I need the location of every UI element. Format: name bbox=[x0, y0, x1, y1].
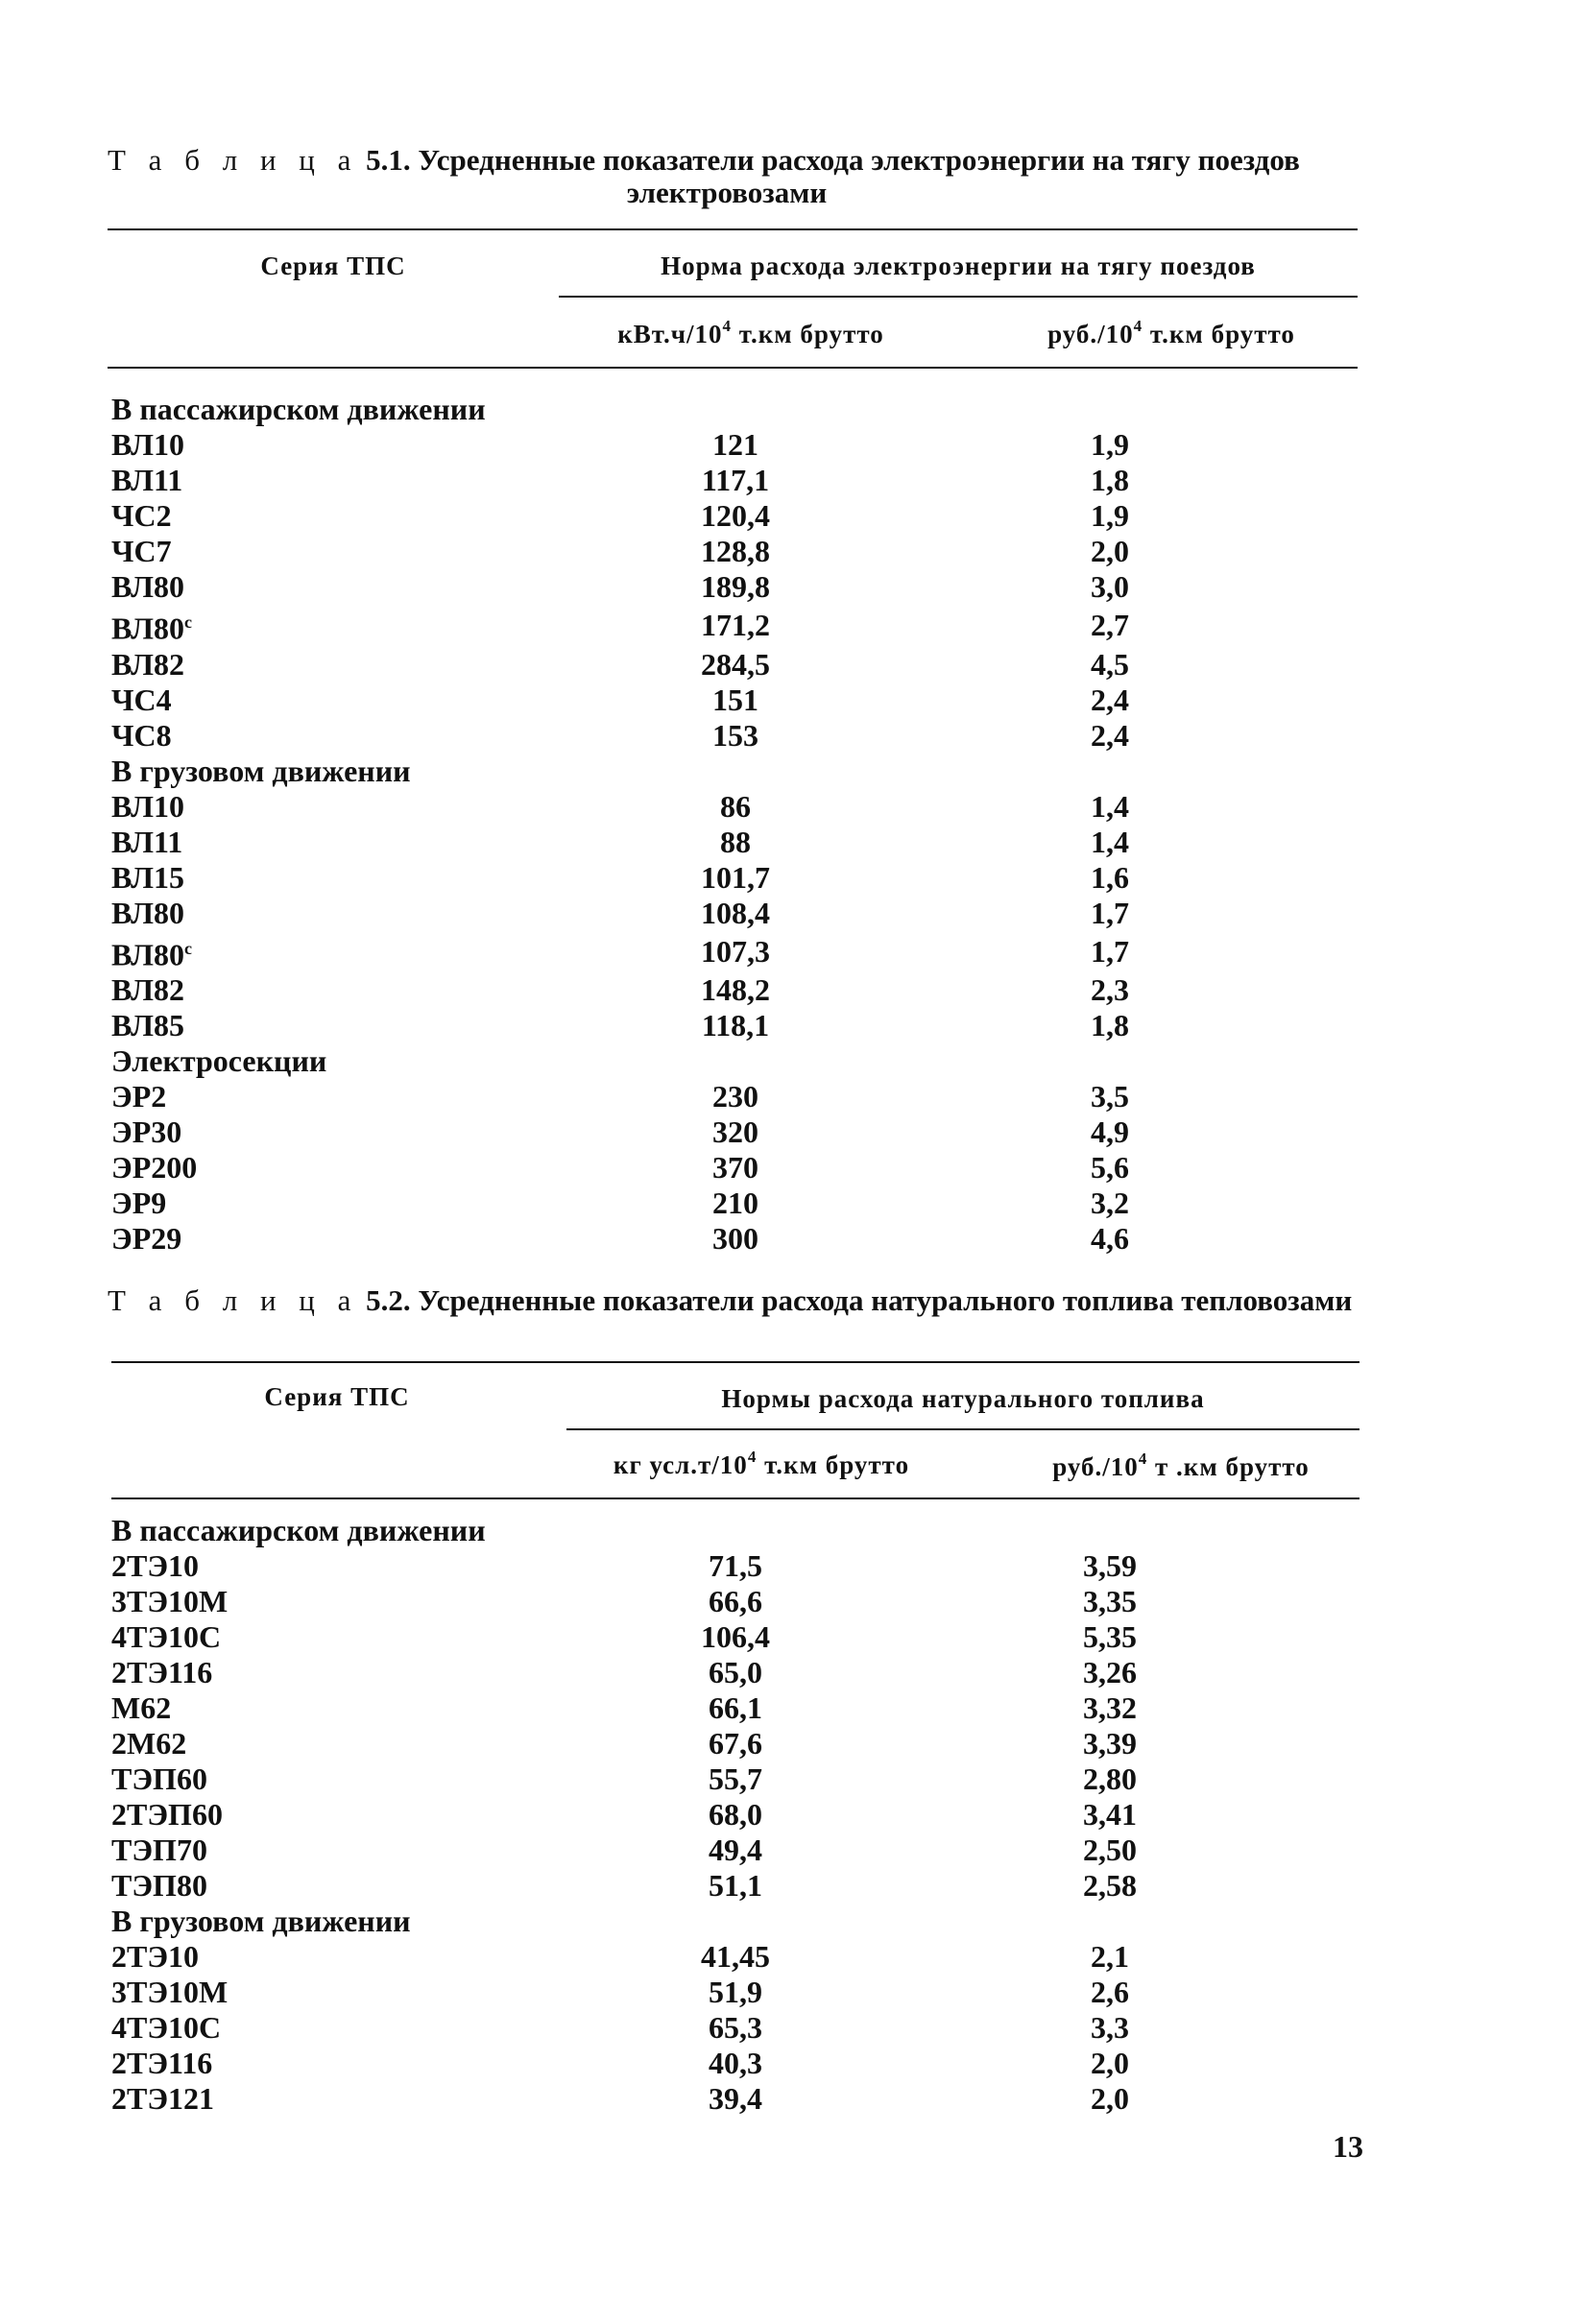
table-row bbox=[111, 1114, 1321, 1150]
table-row bbox=[111, 1726, 1321, 1761]
series-cell bbox=[111, 1833, 572, 1868]
table-row bbox=[111, 1655, 1321, 1690]
value-cell-col2: 2,4 bbox=[1091, 682, 1129, 717]
table-row bbox=[111, 789, 1321, 825]
table-row bbox=[111, 463, 1321, 498]
value-cell-col1: 49,4 bbox=[709, 1833, 762, 1867]
series-cell bbox=[111, 1761, 572, 1797]
table-row bbox=[111, 1150, 1321, 1186]
table2-body bbox=[111, 1513, 1321, 2117]
table-row bbox=[111, 860, 1321, 896]
series-cell bbox=[111, 972, 572, 1008]
series-cell bbox=[111, 825, 572, 860]
table2-col1-tail: т.км брутто bbox=[757, 1450, 910, 1479]
series-name: ЧС8 bbox=[111, 717, 172, 753]
value-cell-col1: 120,4 bbox=[701, 498, 770, 533]
value-cell-col2: 2,1 bbox=[1091, 1939, 1129, 1974]
value-cell-col1: 51,1 bbox=[709, 1868, 762, 1903]
table-row bbox=[111, 825, 1321, 860]
series-cell bbox=[111, 1186, 572, 1221]
table-row bbox=[111, 1079, 1321, 1114]
table-row bbox=[111, 1690, 1321, 1726]
table2-caption-prefix: Т а б л и ц а bbox=[108, 1283, 359, 1317]
series-cell bbox=[111, 789, 572, 825]
table1-caption-prefix: Т а б л и ц а bbox=[108, 143, 359, 177]
value-cell-col1: 86 bbox=[720, 788, 751, 824]
table-row bbox=[111, 1939, 1321, 1975]
series-cell bbox=[111, 1619, 572, 1655]
value-cell-col2: 3,59 bbox=[1083, 1548, 1137, 1583]
series-cell bbox=[111, 1690, 572, 1726]
value-cell-col1 bbox=[572, 1043, 899, 1079]
series-cell bbox=[111, 647, 572, 683]
series-cell bbox=[111, 1114, 572, 1150]
series-cell bbox=[111, 498, 572, 534]
series-cell bbox=[111, 1008, 572, 1043]
series-name: 2ТЭ116 bbox=[111, 2046, 213, 2080]
value-cell-col1: 51,9 bbox=[709, 1975, 762, 2009]
series-name: ЧС7 bbox=[111, 534, 172, 568]
value-cell-col1: 300 bbox=[712, 1221, 758, 1257]
series-name: ВЛ11 bbox=[111, 463, 183, 497]
value-cell-col1: 151 bbox=[712, 682, 758, 717]
value-cell-col1: 171,2 bbox=[701, 608, 770, 643]
table-row bbox=[111, 1797, 1321, 1833]
series-cell bbox=[111, 683, 572, 718]
value-cell-col2: 2,3 bbox=[1091, 972, 1129, 1008]
value-cell-col1: 65,0 bbox=[709, 1655, 762, 1689]
series-name: ЭР2 bbox=[111, 1079, 167, 1114]
series-name: ВЛ85 bbox=[111, 1008, 184, 1043]
value-cell-col1: 117,1 bbox=[701, 463, 770, 497]
value-cell-col2 bbox=[899, 392, 1321, 427]
value-cell-col2: 3,0 bbox=[1091, 569, 1129, 604]
value-cell-col1: 128,8 bbox=[701, 534, 770, 568]
table-row bbox=[111, 427, 1321, 463]
value-cell-col2: 3,3 bbox=[1091, 2010, 1129, 2045]
section-row bbox=[111, 1904, 1321, 1939]
series-cell bbox=[111, 1150, 572, 1186]
value-cell-col1: 284,5 bbox=[701, 646, 770, 682]
series-superscript: с bbox=[183, 612, 192, 632]
series-name: ВЛ10 bbox=[111, 427, 184, 462]
value-cell-col2: 2,0 bbox=[1091, 534, 1129, 568]
series-name: ВЛ80 bbox=[111, 569, 184, 604]
value-cell-col1 bbox=[572, 1513, 899, 1548]
table-row bbox=[111, 1548, 1321, 1584]
value-cell-col2 bbox=[899, 1904, 1321, 1939]
value-cell-col1: 66,1 bbox=[709, 1690, 762, 1725]
value-cell-col2: 1,9 bbox=[1091, 427, 1129, 462]
table2-col1-exponent: 4 bbox=[747, 1448, 758, 1466]
series-name: ЧС4 bbox=[111, 682, 172, 717]
table-row bbox=[111, 2010, 1321, 2046]
section-label bbox=[111, 392, 572, 427]
value-cell-col2: 4,9 bbox=[1091, 1114, 1129, 1150]
value-cell-col2: 3,39 bbox=[1083, 1726, 1137, 1761]
table-row bbox=[111, 1008, 1321, 1043]
table-row bbox=[111, 718, 1321, 754]
series-name: ВЛ80 bbox=[111, 895, 184, 930]
value-cell-col2: 2,0 bbox=[1091, 2081, 1129, 2116]
series-cell bbox=[111, 605, 572, 647]
section-row bbox=[111, 754, 1321, 789]
value-cell-col1: 107,3 bbox=[701, 933, 770, 969]
table-row bbox=[111, 534, 1321, 569]
table2-header-bottom-rule bbox=[111, 1497, 1359, 1499]
table-row bbox=[111, 2046, 1321, 2081]
section-label bbox=[111, 1904, 572, 1939]
series-name: ЭР29 bbox=[111, 1221, 182, 1257]
series-name: 3ТЭ10М bbox=[111, 1975, 229, 2009]
table1-col1-tail: т.км брутто bbox=[732, 320, 884, 348]
value-cell-col2: 3,2 bbox=[1091, 1186, 1129, 1221]
table-row bbox=[111, 1868, 1321, 1904]
table2-header-col1 bbox=[565, 1450, 958, 1480]
table1-col1-exponent: 4 bbox=[722, 317, 732, 335]
table-row bbox=[111, 683, 1321, 718]
value-cell-col2 bbox=[899, 754, 1321, 789]
series-cell bbox=[111, 1726, 572, 1761]
series-name: В грузовом движении bbox=[111, 753, 411, 788]
value-cell-col1: 121 bbox=[712, 427, 758, 462]
value-cell-col1: 153 bbox=[712, 717, 758, 753]
value-cell-col2: 3,35 bbox=[1083, 1584, 1137, 1618]
value-cell-col2: 2,50 bbox=[1083, 1833, 1137, 1867]
series-name: ВЛ82 bbox=[111, 972, 184, 1008]
series-name: 4ТЭ10С bbox=[111, 1619, 222, 1654]
value-cell-col1: 118,1 bbox=[701, 1008, 770, 1043]
series-name: 2ТЭП60 bbox=[111, 1797, 223, 1832]
series-name: ЭР30 bbox=[111, 1114, 182, 1150]
series-cell bbox=[111, 2081, 572, 2117]
section-label bbox=[111, 1043, 572, 1079]
value-cell-col1: 210 bbox=[712, 1186, 758, 1221]
value-cell-col2 bbox=[899, 1513, 1321, 1548]
table2-col2-tail: т .км брутто bbox=[1147, 1452, 1310, 1481]
table1-group-rule bbox=[559, 296, 1358, 298]
table-row bbox=[111, 569, 1321, 605]
series-cell bbox=[111, 1868, 572, 1904]
value-cell-col1: 66,6 bbox=[709, 1584, 762, 1618]
series-name: Электросекции bbox=[111, 1043, 327, 1079]
page-number: 13 bbox=[1333, 2129, 1363, 2164]
table2-col1-unit: кг усл.т/10 bbox=[613, 1450, 748, 1479]
value-cell-col1 bbox=[572, 754, 899, 789]
series-cell bbox=[111, 1655, 572, 1690]
value-cell-col2: 2,58 bbox=[1083, 1868, 1137, 1903]
value-cell-col2: 2,0 bbox=[1091, 2046, 1129, 2080]
table1-col2-exponent: 4 bbox=[1133, 317, 1143, 335]
value-cell-col1: 65,3 bbox=[709, 2010, 762, 2045]
table2-col2-exponent: 4 bbox=[1138, 1450, 1148, 1468]
series-cell bbox=[111, 896, 572, 931]
table1-header-bottom-rule bbox=[108, 367, 1358, 369]
series-name: ВЛ11 bbox=[111, 824, 183, 859]
table1-header-col1 bbox=[559, 319, 943, 349]
table-row bbox=[111, 2081, 1321, 2117]
series-superscript: с bbox=[183, 938, 192, 958]
value-cell-col1 bbox=[572, 392, 899, 427]
series-name: ВЛ80 bbox=[111, 937, 184, 972]
value-cell-col1: 55,7 bbox=[709, 1761, 762, 1796]
series-name: М62 bbox=[111, 1690, 172, 1725]
series-cell bbox=[111, 1797, 572, 1833]
series-cell bbox=[111, 1548, 572, 1584]
value-cell-col2: 1,7 bbox=[1091, 895, 1129, 930]
table-row bbox=[111, 1619, 1321, 1655]
table1-caption-continuation: электровозами bbox=[626, 176, 828, 209]
value-cell-col1: 320 bbox=[712, 1114, 758, 1150]
series-name: 2М62 bbox=[111, 1726, 187, 1761]
value-cell-col1: 189,8 bbox=[701, 569, 770, 604]
table-row bbox=[111, 1761, 1321, 1797]
table-row bbox=[111, 1833, 1321, 1868]
table2-top-rule bbox=[111, 1361, 1359, 1363]
table2-caption bbox=[108, 1284, 1413, 1317]
value-cell-col1: 230 bbox=[712, 1079, 758, 1114]
series-cell bbox=[111, 569, 572, 605]
value-cell-col2: 3,5 bbox=[1091, 1079, 1129, 1114]
table-row bbox=[111, 498, 1321, 534]
section-row bbox=[111, 1043, 1321, 1079]
series-name: ТЭП60 bbox=[111, 1761, 207, 1796]
series-name: ТЭП80 bbox=[111, 1868, 207, 1903]
series-name: ЧС2 bbox=[111, 498, 172, 533]
series-cell bbox=[111, 1584, 572, 1619]
value-cell-col1: 370 bbox=[712, 1150, 758, 1186]
value-cell-col1: 101,7 bbox=[701, 859, 770, 895]
value-cell-col2: 2,4 bbox=[1091, 717, 1129, 753]
series-cell bbox=[111, 931, 572, 973]
value-cell-col1: 40,3 bbox=[709, 2046, 762, 2080]
value-cell-col2: 3,41 bbox=[1083, 1797, 1137, 1832]
table-row bbox=[111, 1584, 1321, 1619]
value-cell-col2: 1,8 bbox=[1091, 463, 1129, 497]
table2-header-col2 bbox=[989, 1451, 1373, 1482]
series-name: ВЛ80 bbox=[111, 611, 184, 646]
series-name: В пассажирском движении bbox=[111, 1513, 486, 1547]
series-name: ЭР200 bbox=[111, 1150, 198, 1186]
value-cell-col2: 2,80 bbox=[1083, 1761, 1137, 1796]
table-row bbox=[111, 1186, 1321, 1221]
series-cell bbox=[111, 1975, 572, 2010]
table2-col2-unit: руб./10 bbox=[1052, 1452, 1139, 1481]
value-cell-col2: 1,8 bbox=[1091, 1008, 1129, 1043]
section-label bbox=[111, 754, 572, 789]
series-name: 2ТЭ10 bbox=[111, 1548, 200, 1583]
series-name: ВЛ15 bbox=[111, 859, 184, 895]
value-cell-col2: 2,7 bbox=[1091, 608, 1129, 643]
value-cell-col2: 5,35 bbox=[1083, 1619, 1137, 1654]
table1-col1-unit: кВт.ч/10 bbox=[617, 320, 723, 348]
table-row bbox=[111, 1221, 1321, 1257]
section-row bbox=[111, 1513, 1321, 1548]
value-cell-col2: 4,5 bbox=[1091, 646, 1129, 682]
value-cell-col2: 1,9 bbox=[1091, 498, 1129, 533]
table2-caption-title: 5.2. Усредненные показатели расхода натурального топлива тепловозами bbox=[358, 1283, 1353, 1317]
series-cell bbox=[111, 427, 572, 463]
series-cell bbox=[111, 860, 572, 896]
series-cell bbox=[111, 718, 572, 754]
series-name: 4ТЭ10С bbox=[111, 2010, 222, 2045]
section-label bbox=[111, 1513, 572, 1548]
value-cell-col1: 88 bbox=[720, 824, 751, 859]
table2-group-rule bbox=[566, 1428, 1359, 1430]
table-row bbox=[111, 647, 1321, 683]
table-row bbox=[111, 605, 1321, 647]
table1-caption-title: 5.1. Усредненные показатели расхода электроэнергии на тягу поездов bbox=[358, 143, 1300, 177]
value-cell-col1: 148,2 bbox=[701, 972, 770, 1008]
table1-body bbox=[111, 392, 1321, 1257]
series-name: 2ТЭ116 bbox=[111, 1655, 213, 1689]
table1-header-col2 bbox=[979, 319, 1363, 349]
table1-header-series: Серия ТПС bbox=[260, 252, 406, 280]
series-cell bbox=[111, 1939, 572, 1975]
table-row bbox=[111, 931, 1321, 973]
table-row bbox=[111, 896, 1321, 931]
table1-header-group: Норма расхода электроэнергии на тягу поездов bbox=[661, 252, 1256, 280]
value-cell-col2: 1,7 bbox=[1091, 933, 1129, 969]
series-cell bbox=[111, 463, 572, 498]
series-name: 2ТЭ121 bbox=[111, 2081, 215, 2116]
value-cell-col1: 41,45 bbox=[701, 1939, 770, 1974]
section-row bbox=[111, 392, 1321, 427]
table2-header-group: Нормы расхода натурального топлива bbox=[721, 1384, 1205, 1413]
series-name: ТЭП70 bbox=[111, 1833, 207, 1867]
table2-header-series: Серия ТПС bbox=[264, 1382, 410, 1411]
value-cell-col1: 39,4 bbox=[709, 2081, 762, 2116]
series-cell bbox=[111, 1221, 572, 1257]
value-cell-col2: 3,32 bbox=[1083, 1690, 1137, 1725]
value-cell-col1: 67,6 bbox=[709, 1726, 762, 1761]
series-name: ВЛ82 bbox=[111, 646, 184, 682]
value-cell-col1: 106,4 bbox=[701, 1619, 770, 1654]
series-name: В грузовом движении bbox=[111, 1904, 411, 1938]
series-name: ЭР9 bbox=[111, 1186, 167, 1221]
value-cell-col2: 1,4 bbox=[1091, 788, 1129, 824]
value-cell-col2: 1,4 bbox=[1091, 824, 1129, 859]
table1-top-rule bbox=[108, 228, 1358, 230]
value-cell-col2: 4,6 bbox=[1091, 1221, 1129, 1257]
series-name: 3ТЭ10М bbox=[111, 1584, 229, 1618]
value-cell-col2: 5,6 bbox=[1091, 1150, 1129, 1186]
value-cell-col1: 71,5 bbox=[709, 1548, 762, 1583]
series-name: 2ТЭ10 bbox=[111, 1939, 200, 1974]
value-cell-col2: 1,6 bbox=[1091, 859, 1129, 895]
series-name: В пассажирском движении bbox=[111, 392, 486, 426]
value-cell-col1 bbox=[572, 1904, 899, 1939]
table1-col2-unit: руб./10 bbox=[1047, 320, 1134, 348]
series-cell bbox=[111, 2010, 572, 2046]
table1-col2-tail: т.км брутто bbox=[1143, 320, 1295, 348]
table-row bbox=[111, 972, 1321, 1008]
value-cell-col1: 68,0 bbox=[709, 1797, 762, 1832]
series-cell bbox=[111, 2046, 572, 2081]
series-cell bbox=[111, 1079, 572, 1114]
table1-caption bbox=[108, 144, 1384, 209]
series-cell bbox=[111, 534, 572, 569]
series-name: ВЛ10 bbox=[111, 788, 184, 824]
value-cell-col1: 108,4 bbox=[701, 895, 770, 930]
value-cell-col2 bbox=[899, 1043, 1321, 1079]
value-cell-col2: 2,6 bbox=[1091, 1975, 1129, 2009]
value-cell-col2: 3,26 bbox=[1083, 1655, 1137, 1689]
table-row bbox=[111, 1975, 1321, 2010]
